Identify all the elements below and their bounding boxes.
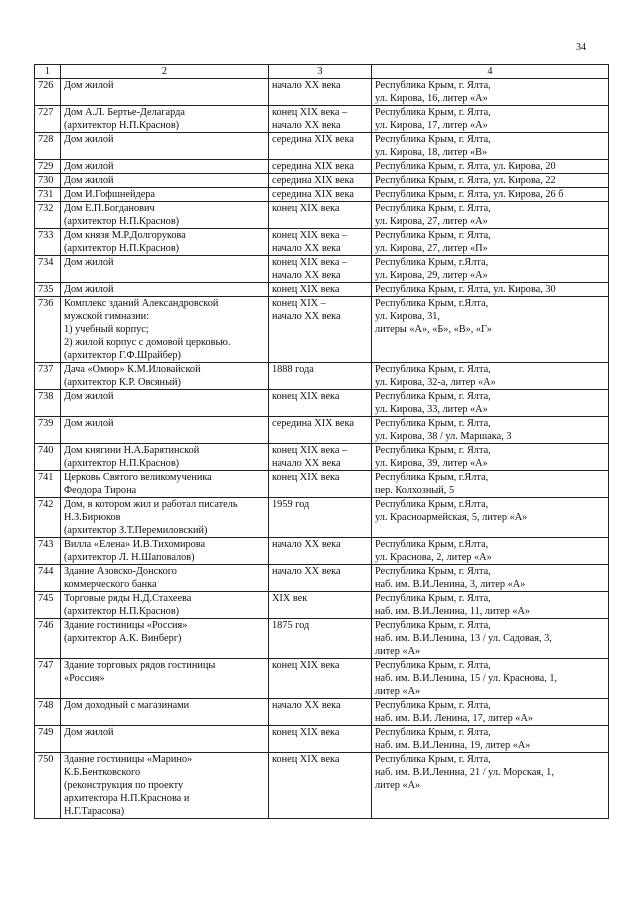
address-line: Республика Крым, г. Ялта, ул. Кирова, 20 xyxy=(375,161,556,172)
row-number: 747 xyxy=(35,659,61,699)
dating-line: конец XIX века xyxy=(272,754,340,765)
address-cell xyxy=(372,160,609,174)
address-line: наб. им. В.И.Ленина, 21 / ул. Морская, 1, xyxy=(375,767,554,778)
table-row xyxy=(35,538,609,565)
table-row xyxy=(35,565,609,592)
table-row xyxy=(35,753,609,819)
dating-line: конец XIX века xyxy=(272,472,340,483)
dating-line: середина XIX века xyxy=(272,189,354,200)
address-cell xyxy=(372,229,609,256)
dating-line: конец XIX века – xyxy=(272,107,348,118)
object-name-cell xyxy=(61,133,269,160)
address-line: ул. Кирова, 29, литер «А» xyxy=(375,270,488,281)
address-line: Республика Крым, г. Ялта, ул. Кирова, 26 б xyxy=(375,189,564,200)
address-line: ул. Кирова, 33, литер «А» xyxy=(375,404,488,415)
address-line: Республика Крым, г. Ялта, xyxy=(375,566,491,577)
object-name-line: (архитектор З.Т.Перемиловский) xyxy=(64,525,208,536)
object-name-line: (архитектор Н.П.Краснов) xyxy=(64,243,180,254)
dating-line: начало XX века xyxy=(272,120,341,131)
table-row xyxy=(35,256,609,283)
object-name-line: (архитектор А.К. Винберг) xyxy=(64,633,182,644)
row-number: 732 xyxy=(35,202,61,229)
object-name-line: (архитектор Н.П.Краснов) xyxy=(64,458,180,469)
address-line: Республика Крым, г. Ялта, xyxy=(375,134,491,145)
object-name-cell xyxy=(61,565,269,592)
address-line: Республика Крым, г. Ялта, xyxy=(375,754,491,765)
dating-line: начало XX века xyxy=(272,243,341,254)
dating-cell xyxy=(269,106,372,133)
address-line: литер «А» xyxy=(375,686,421,697)
table-row xyxy=(35,699,609,726)
object-name-cell xyxy=(61,471,269,498)
address-line: Республика Крым, г. Ялта, xyxy=(375,445,491,456)
row-number: 726 xyxy=(35,79,61,106)
object-name-line: Дом жилой xyxy=(64,175,114,186)
dating-line: 1875 год xyxy=(272,620,310,631)
dating-cell xyxy=(269,471,372,498)
object-name-cell xyxy=(61,188,269,202)
address-line: ул. Кирова, 31, xyxy=(375,311,440,322)
address-line: Республика Крым, г. Ялта, xyxy=(375,230,491,241)
dating-cell xyxy=(269,133,372,160)
column-header-3: 3 xyxy=(269,65,372,79)
object-name-cell xyxy=(61,659,269,699)
dating-line: середина XIX века xyxy=(272,161,354,172)
address-cell xyxy=(372,417,609,444)
dating-cell xyxy=(269,619,372,659)
address-cell xyxy=(372,283,609,297)
dating-line: середина XIX века xyxy=(272,134,354,145)
object-name-line: Дом князя М.Р.Долгорукова xyxy=(64,230,186,241)
dating-line: начало XX века xyxy=(272,80,341,91)
page-number: 34 xyxy=(576,42,586,53)
table-row xyxy=(35,592,609,619)
object-name-line: Н.З.Бирюков xyxy=(64,512,121,523)
object-name-line: Феодора Тирона xyxy=(64,485,137,496)
dating-line: начало XX века xyxy=(272,270,341,281)
address-line: Республика Крым, г. Ялта, xyxy=(375,364,491,375)
dating-line: начало XX века xyxy=(272,566,341,577)
dating-line: конец XIX века xyxy=(272,284,340,295)
dating-line: конец XIX века xyxy=(272,727,340,738)
object-name-line: Здание торговых рядов гостиницы xyxy=(64,660,216,671)
address-line: наб. им. В.И.Ленина, 15 / ул. Краснова, 1, xyxy=(375,673,558,684)
object-name-line: (архитектор К.Р. Овсяный) xyxy=(64,377,181,388)
address-line: литеры «А», «Б», «В», «Г» xyxy=(375,324,492,335)
dating-line: 1888 года xyxy=(272,364,314,375)
dating-cell xyxy=(269,538,372,565)
table-row xyxy=(35,619,609,659)
address-line: ул. Краснова, 2, литер «А» xyxy=(375,552,492,563)
address-line: ул. Кирова, 18, литер «В» xyxy=(375,147,488,158)
dating-line: начало XX века xyxy=(272,539,341,550)
address-line: Республика Крым, г.Ялта, xyxy=(375,472,489,483)
object-name-cell xyxy=(61,538,269,565)
address-cell xyxy=(372,174,609,188)
object-name-line: Дом И.Гофшнейдера xyxy=(64,189,155,200)
object-name-line: «Россия» xyxy=(64,673,105,684)
dating-line: конец XIX века – xyxy=(272,257,348,268)
dating-line: середина XIX века xyxy=(272,418,354,429)
address-cell xyxy=(372,133,609,160)
table-row xyxy=(35,417,609,444)
table-row xyxy=(35,229,609,256)
row-number: 731 xyxy=(35,188,61,202)
object-name-line: Вилла «Елена» И.В.Тихомирова xyxy=(64,539,206,550)
address-cell xyxy=(372,106,609,133)
object-name-cell xyxy=(61,160,269,174)
address-cell xyxy=(372,753,609,819)
table-row xyxy=(35,363,609,390)
dating-cell xyxy=(269,202,372,229)
address-cell xyxy=(372,256,609,283)
object-name-cell xyxy=(61,202,269,229)
object-name-line: (архитектор Н.П.Краснов) xyxy=(64,216,180,227)
object-name-cell xyxy=(61,174,269,188)
dating-line: конец XIX века – xyxy=(272,445,348,456)
object-name-cell xyxy=(61,726,269,753)
address-cell xyxy=(372,188,609,202)
object-name-cell xyxy=(61,498,269,538)
address-cell xyxy=(372,390,609,417)
dating-line: конец XIX – xyxy=(272,298,326,309)
table-row xyxy=(35,297,609,363)
object-name-line: Дом жилой xyxy=(64,418,114,429)
address-line: ул. Красноармейская, 5, литер «А» xyxy=(375,512,528,523)
address-cell xyxy=(372,565,609,592)
object-name-cell xyxy=(61,283,269,297)
dating-cell xyxy=(269,390,372,417)
row-number: 745 xyxy=(35,592,61,619)
row-number: 741 xyxy=(35,471,61,498)
object-name-cell xyxy=(61,444,269,471)
address-cell xyxy=(372,592,609,619)
row-number: 744 xyxy=(35,565,61,592)
address-line: ул. Кирова, 17, литер «А» xyxy=(375,120,488,131)
address-line: наб. им. В.И.Ленина, 3, литер «А» xyxy=(375,579,526,590)
address-line: Республика Крым, г.Ялта, xyxy=(375,298,489,309)
row-number: 735 xyxy=(35,283,61,297)
address-cell xyxy=(372,79,609,106)
column-header-4: 4 xyxy=(372,65,609,79)
object-name-line: Дом, в котором жил и работал писатель xyxy=(64,499,238,510)
column-header-1: 1 xyxy=(35,65,61,79)
address-line: Республика Крым, г. Ялта, ул. Кирова, 22 xyxy=(375,175,556,186)
address-line: Республика Крым, г. Ялта, ул. Кирова, 30 xyxy=(375,284,556,295)
object-name-cell xyxy=(61,592,269,619)
object-name-line: Комплекс зданий Александровской xyxy=(64,298,219,309)
object-name-cell xyxy=(61,699,269,726)
address-cell xyxy=(372,297,609,363)
table-row xyxy=(35,174,609,188)
dating-cell xyxy=(269,565,372,592)
dating-cell xyxy=(269,753,372,819)
table-row xyxy=(35,283,609,297)
object-name-line: Торговые ряды Н.Д.Стахеева xyxy=(64,593,192,604)
object-name-line: Дом княгини Н.А.Барятинской xyxy=(64,445,200,456)
object-name-line: (архитектор Н.П.Краснов) xyxy=(64,606,180,617)
dating-cell xyxy=(269,256,372,283)
row-number: 749 xyxy=(35,726,61,753)
address-line: Республика Крым, г.Ялта, xyxy=(375,257,489,268)
object-name-cell xyxy=(61,753,269,819)
dating-cell xyxy=(269,297,372,363)
object-name-line: К.Б.Бентковского xyxy=(64,767,141,778)
table-row xyxy=(35,390,609,417)
dating-cell xyxy=(269,726,372,753)
address-line: ул. Кирова, 16, литер «А» xyxy=(375,93,488,104)
row-number: 738 xyxy=(35,390,61,417)
dating-line: конец XIX века xyxy=(272,660,340,671)
column-header-2: 2 xyxy=(61,65,269,79)
table-row xyxy=(35,471,609,498)
column-number-row xyxy=(35,65,609,79)
address-line: Республика Крым, г.Ялта, xyxy=(375,499,489,510)
object-name-line: 2) жилой корпус с домовой церковью. xyxy=(64,337,231,348)
object-name-line: Здание гостиницы «Россия» xyxy=(64,620,188,631)
object-name-line: Дом жилой xyxy=(64,391,114,402)
dating-cell xyxy=(269,188,372,202)
row-number: 743 xyxy=(35,538,61,565)
address-line: ул. Кирова, 27, литер «П» xyxy=(375,243,488,254)
object-name-line: Здание гостиницы «Марино» xyxy=(64,754,193,765)
row-number: 750 xyxy=(35,753,61,819)
object-name-line: (реконструкция по проекту xyxy=(64,780,184,791)
dating-cell xyxy=(269,229,372,256)
address-line: пер. Колхозный, 5 xyxy=(375,485,455,496)
dating-line: начало XX века xyxy=(272,458,341,469)
dating-cell xyxy=(269,659,372,699)
address-line: Республика Крым, г. Ялта, xyxy=(375,700,491,711)
row-number: 729 xyxy=(35,160,61,174)
object-name-cell xyxy=(61,390,269,417)
table-row xyxy=(35,106,609,133)
object-name-line: Дом жилой xyxy=(64,727,114,738)
dating-cell xyxy=(269,417,372,444)
dating-line: начало XX века xyxy=(272,311,341,322)
table-row xyxy=(35,726,609,753)
address-cell xyxy=(372,444,609,471)
table-row xyxy=(35,79,609,106)
address-cell xyxy=(372,659,609,699)
heritage-registry-table xyxy=(34,64,609,819)
address-cell xyxy=(372,363,609,390)
table-row xyxy=(35,133,609,160)
table-row xyxy=(35,188,609,202)
address-line: литер «А» xyxy=(375,646,421,657)
object-name-line: 1) учебный корпус; xyxy=(64,324,149,335)
row-number: 733 xyxy=(35,229,61,256)
address-line: ул. Кирова, 38 / ул. Маршака, 3 xyxy=(375,431,512,442)
registry-body xyxy=(35,79,609,819)
row-number: 736 xyxy=(35,297,61,363)
row-number: 740 xyxy=(35,444,61,471)
address-line: литер «А» xyxy=(375,780,421,791)
dating-cell xyxy=(269,592,372,619)
address-line: Республика Крым, г. Ялта, xyxy=(375,107,491,118)
address-line: Республика Крым, г. Ялта, xyxy=(375,80,491,91)
row-number: 748 xyxy=(35,699,61,726)
row-number: 728 xyxy=(35,133,61,160)
object-name-line: Н.Г.Тарасова) xyxy=(64,806,125,817)
address-cell xyxy=(372,498,609,538)
object-name-line: коммерческого банка xyxy=(64,579,157,590)
address-line: Республика Крым, г. Ялта, xyxy=(375,727,491,738)
object-name-line: Дом жилой xyxy=(64,284,114,295)
address-cell xyxy=(372,619,609,659)
table-row xyxy=(35,498,609,538)
dating-cell xyxy=(269,174,372,188)
dating-line: 1959 год xyxy=(272,499,310,510)
object-name-line: Дача «Омюр» К.М.Иловайской xyxy=(64,364,201,375)
table-row xyxy=(35,160,609,174)
address-line: ул. Кирова, 32-а, литер «А» xyxy=(375,377,496,388)
address-line: Республика Крым, г. Ялта, xyxy=(375,620,491,631)
row-number: 746 xyxy=(35,619,61,659)
object-name-cell xyxy=(61,79,269,106)
row-number: 742 xyxy=(35,498,61,538)
address-line: ул. Кирова, 39, литер «А» xyxy=(375,458,488,469)
row-number: 734 xyxy=(35,256,61,283)
table-row xyxy=(35,202,609,229)
dating-line: конец XIX века – xyxy=(272,230,348,241)
object-name-line: Здание Азовско-Донского xyxy=(64,566,177,577)
address-cell xyxy=(372,471,609,498)
dating-line: конец XIX века xyxy=(272,391,340,402)
object-name-line: Дом А.Л. Бертье-Делагарда xyxy=(64,107,185,118)
row-number: 739 xyxy=(35,417,61,444)
object-name-line: Дом жилой xyxy=(64,161,114,172)
dating-line: конец XIX века xyxy=(272,203,340,214)
dating-cell xyxy=(269,283,372,297)
address-line: наб. им. В.И.Ленина, 11, литер «А» xyxy=(375,606,531,617)
dating-line: XIX век xyxy=(272,593,308,604)
address-line: Республика Крым, г.Ялта, xyxy=(375,539,489,550)
row-number: 737 xyxy=(35,363,61,390)
object-name-cell xyxy=(61,363,269,390)
row-number: 730 xyxy=(35,174,61,188)
dating-cell xyxy=(269,79,372,106)
address-line: наб. им. В.И. Ленина, 17, литер «А» xyxy=(375,713,534,724)
address-line: ул. Кирова, 27, литер «А» xyxy=(375,216,488,227)
object-name-cell xyxy=(61,619,269,659)
object-name-cell xyxy=(61,229,269,256)
dating-cell xyxy=(269,444,372,471)
address-line: наб. им. В.И.Ленина, 13 / ул. Садовая, 3, xyxy=(375,633,552,644)
address-line: наб. им. В.И.Ленина, 19, литер «А» xyxy=(375,740,531,751)
address-cell xyxy=(372,538,609,565)
object-name-line: Дом жилой xyxy=(64,80,114,91)
dating-line: середина XIX века xyxy=(272,175,354,186)
object-name-cell xyxy=(61,297,269,363)
object-name-line: Дом Е.П.Богданович xyxy=(64,203,155,214)
table-row xyxy=(35,659,609,699)
dating-cell xyxy=(269,699,372,726)
address-line: Республика Крым, г. Ялта, xyxy=(375,593,491,604)
object-name-line: архитектора Н.П.Краснова и xyxy=(64,793,190,804)
object-name-line: Дом жилой xyxy=(64,257,114,268)
address-line: Республика Крым, г. Ялта, xyxy=(375,203,491,214)
object-name-cell xyxy=(61,417,269,444)
table-row xyxy=(35,444,609,471)
address-line: Республика Крым, г. Ялта, xyxy=(375,418,491,429)
object-name-cell xyxy=(61,256,269,283)
dating-cell xyxy=(269,160,372,174)
object-name-cell xyxy=(61,106,269,133)
address-line: Республика Крым, г. Ялта, xyxy=(375,391,491,402)
address-line: Республика Крым, г. Ялта, xyxy=(375,660,491,671)
object-name-line: Дом жилой xyxy=(64,134,114,145)
address-cell xyxy=(372,699,609,726)
object-name-line: (архитектор Л. Н.Шаповалов) xyxy=(64,552,195,563)
row-number: 727 xyxy=(35,106,61,133)
object-name-line: (архитектор Г.Ф.Шрайбер) xyxy=(64,350,181,361)
address-cell xyxy=(372,726,609,753)
dating-cell xyxy=(269,363,372,390)
object-name-line: Дом доходный с магазинами xyxy=(64,700,190,711)
address-cell xyxy=(372,202,609,229)
dating-cell xyxy=(269,498,372,538)
object-name-line: мужской гимназии: xyxy=(64,311,150,322)
dating-line: начало XX века xyxy=(272,700,341,711)
object-name-line: (архитектор Н.П.Краснов) xyxy=(64,120,180,131)
object-name-line: Церковь Святого великомученика xyxy=(64,472,212,483)
